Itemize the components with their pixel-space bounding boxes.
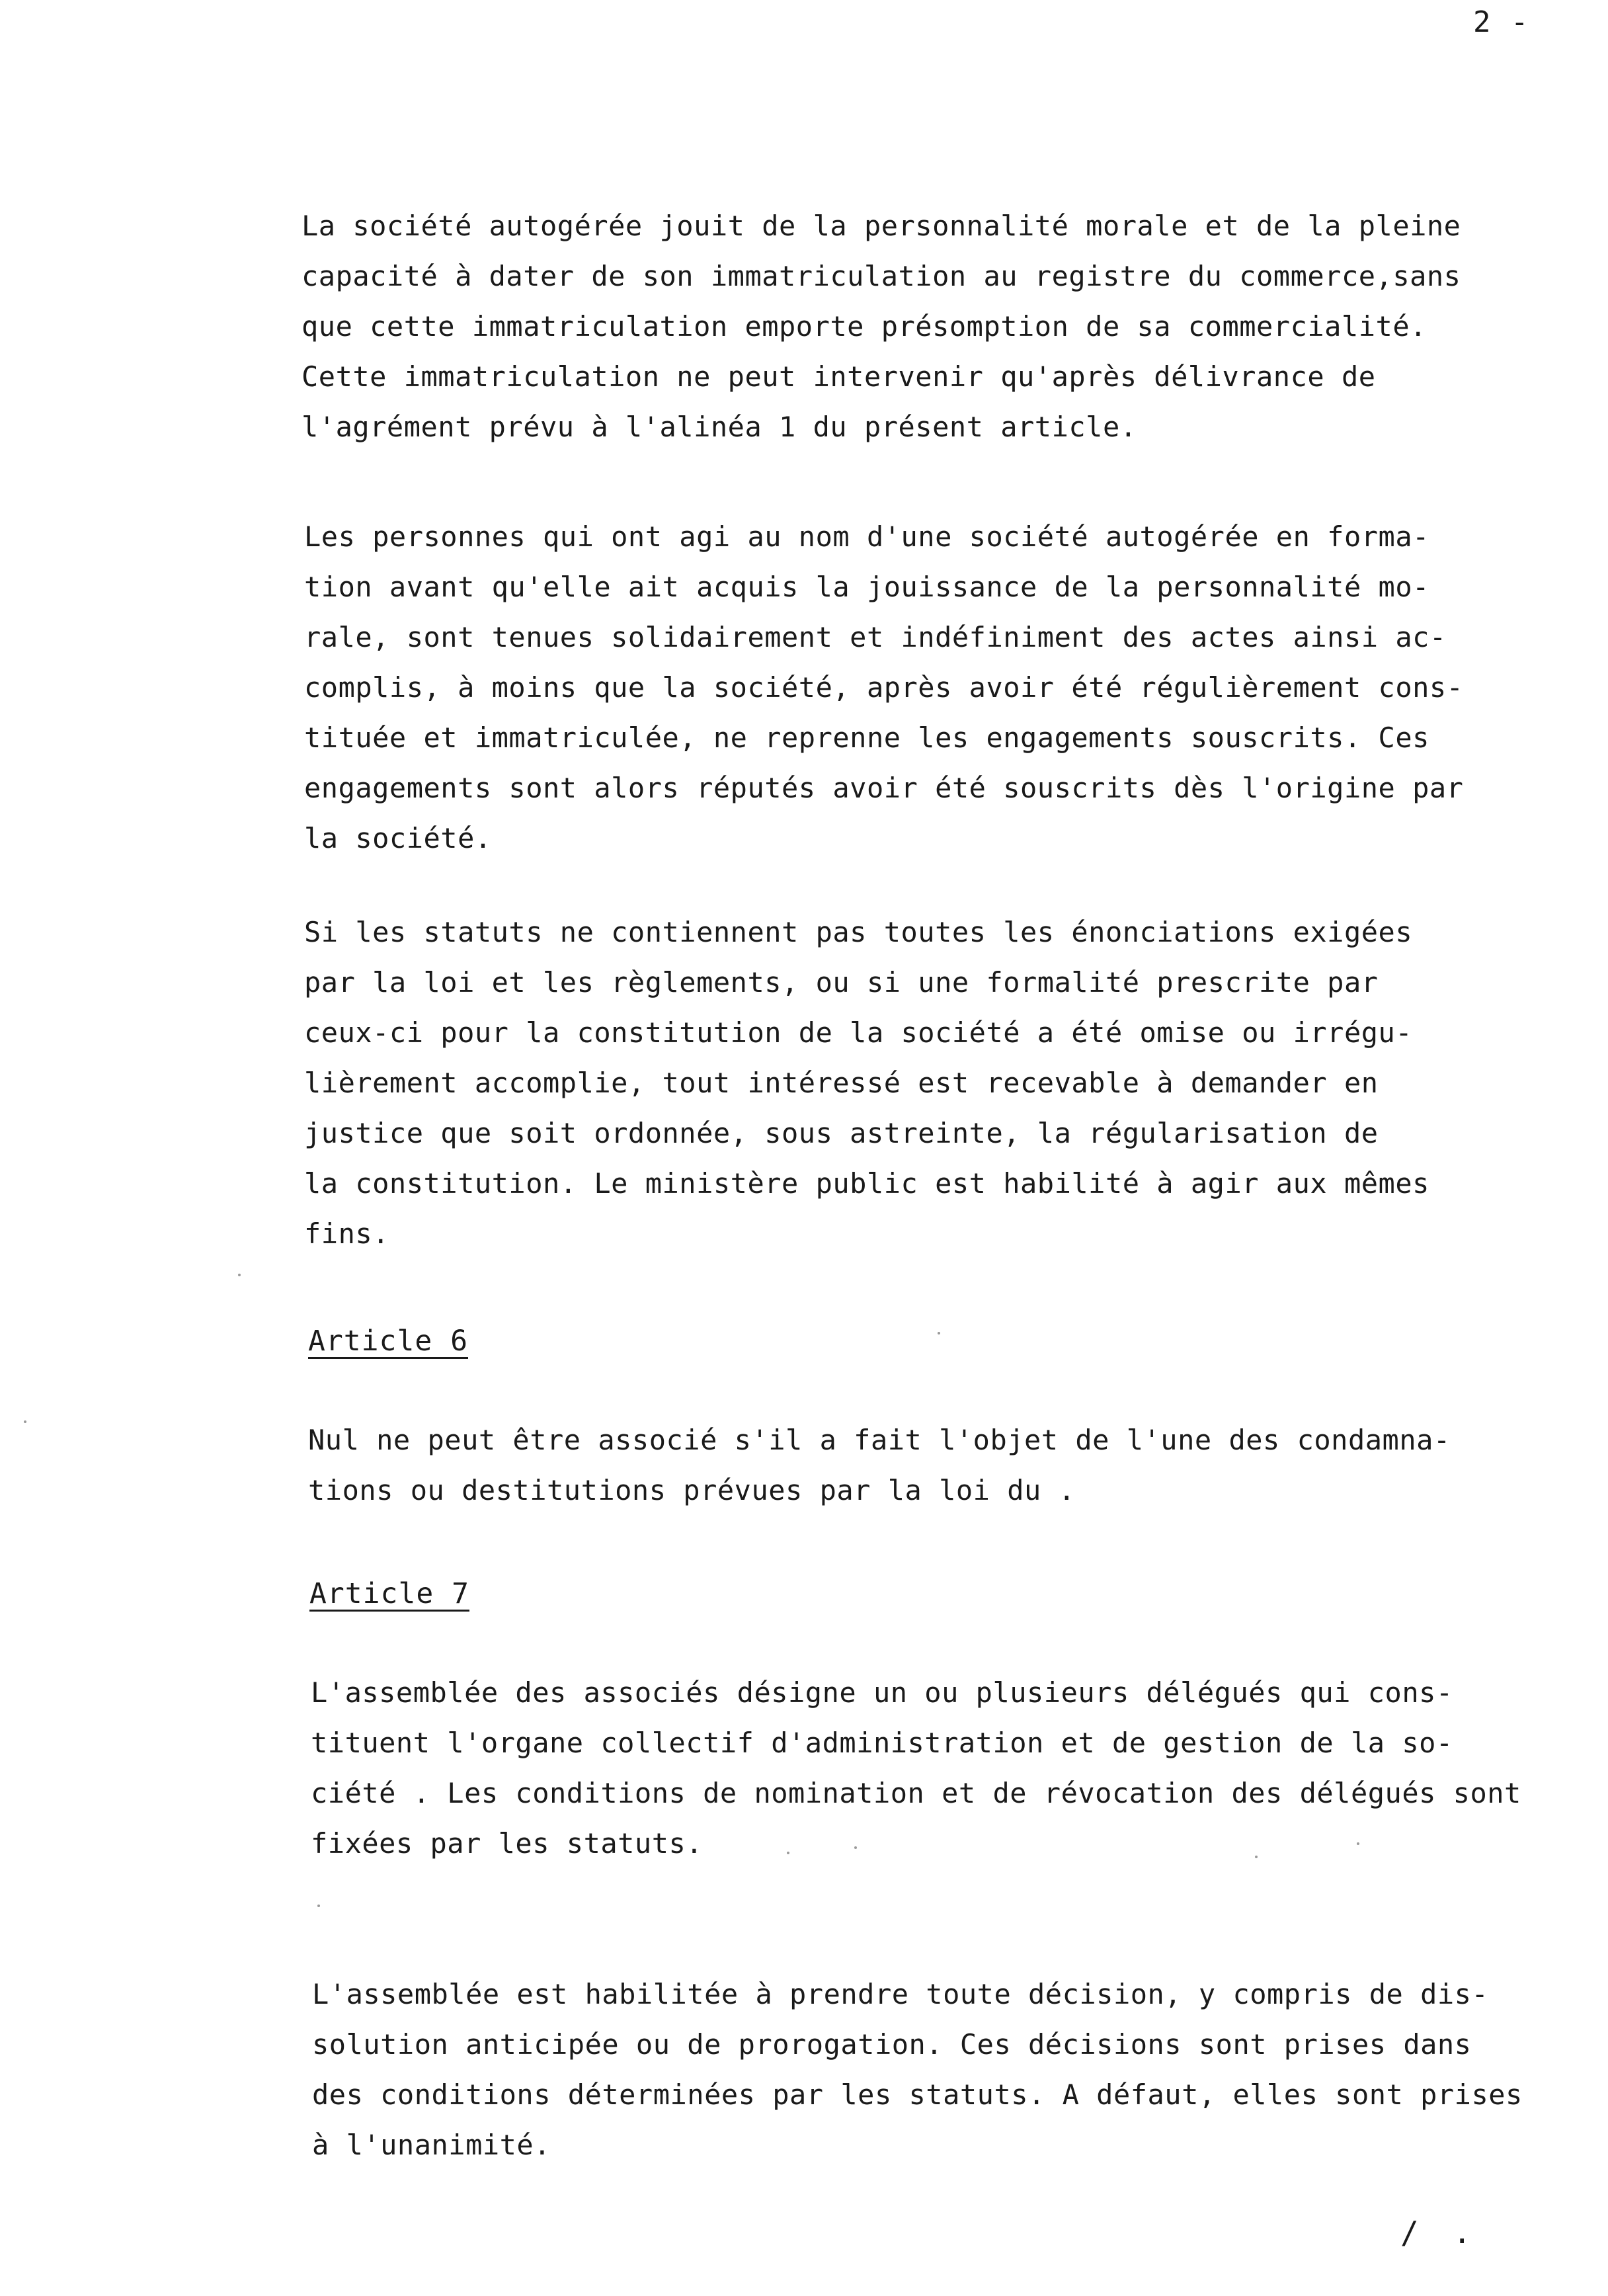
article-7-paragraph-assembly [312,1969,1523,2170]
text-line: à l'unanimité. [312,2129,551,2161]
text-line: tion avant qu'elle ait acquis la jouissance de la personnalité mo- [304,571,1429,603]
text-line: engagements sont alors réputés avoir été souscrits dès l'origine par [304,772,1464,804]
text-line: Les personnes qui ont agi au nom d'une société autogérée en forma- [304,520,1429,553]
text-line: solution anticipée ou de prorogation. Ces décisions sont prises dans [312,2028,1472,2061]
scan-speck [238,1274,241,1276]
scan-speck [787,1852,789,1854]
scan-speck [317,1905,320,1907]
text-line: justice que soit ordonnée, sous astreinte, la régularisation de [304,1117,1379,1149]
article-6-heading: Article 6 [308,1325,468,1358]
scan-speck [854,1846,857,1849]
text-line: des conditions déterminées par les statuts. A défaut, elles sont prises [312,2078,1523,2111]
continuation-mark: / . [1400,2215,1480,2250]
text-line: la constitution. Le ministère public est habilité à agir aux mêmes [304,1167,1429,1200]
text-line: par la loi et les règlements, ou si une formalité prescrite par [304,966,1379,999]
text-line: ciété . Les conditions de nomination et de révocation des délégués sont [311,1777,1521,1809]
text-line: la société. [304,822,492,854]
text-line: Cette immatriculation ne peut intervenir qu'après délivrance de [302,360,1376,393]
paragraph-founders-liability [304,512,1463,864]
article-7-paragraph-delegates [311,1668,1521,1869]
text-line: fixées par les statuts. [311,1827,704,1860]
text-line: tions ou destitutions prévues par la loi du . [308,1474,1076,1506]
text-line: tituent l'organe collectif d'administration et de gestion de la so- [311,1727,1453,1759]
text-line: fins. [304,1217,389,1250]
text-line: La société autogérée jouit de la personnalité morale et de la pleine [302,210,1461,242]
scan-speck [1357,1842,1359,1845]
text-line: Nul ne peut être associé s'il a fait l'objet de l'une des condamna- [308,1424,1451,1456]
scan-speck [938,1332,940,1334]
paragraph-legal-personality [302,201,1461,452]
scan-speck [1255,1856,1258,1858]
article-7-heading: Article 7 [309,1577,469,1610]
text-line: capacité à dater de son immatriculation au registre du commerce,sans [302,260,1461,292]
text-line: L'assemblée est habilitée à prendre toute décision, y compris de dis- [312,1978,1489,2010]
text-line: l'agrément prévu à l'alinéa 1 du présent article. [302,411,1137,443]
text-line: que cette immatriculation emporte présomption de sa commercialité. [302,310,1427,343]
text-line: rale, sont tenues solidairement et indéfiniment des actes ainsi ac- [304,621,1447,653]
text-line: tituée et immatriculée, ne reprenne les engagements souscrits. Ces [304,721,1429,754]
text-line: lièrement accomplie, tout intéressé est recevable à demander en [304,1067,1379,1099]
text-line: ceux-ci pour la constitution de la société a été omise ou irrégu- [304,1016,1413,1049]
scan-speck [24,1420,26,1423]
text-line: complis, à moins que la société, après avoir été régulièrement cons- [304,671,1464,704]
paragraph-statutes-regularisation [304,907,1429,1259]
text-line: L'assemblée des associés désigne un ou plusieurs délégués qui cons- [311,1676,1453,1709]
article-6-text [308,1415,1451,1516]
text-line: Si les statuts ne contiennent pas toutes les énonciations exigées [304,916,1413,948]
page-number: 2 - [1473,5,1530,39]
